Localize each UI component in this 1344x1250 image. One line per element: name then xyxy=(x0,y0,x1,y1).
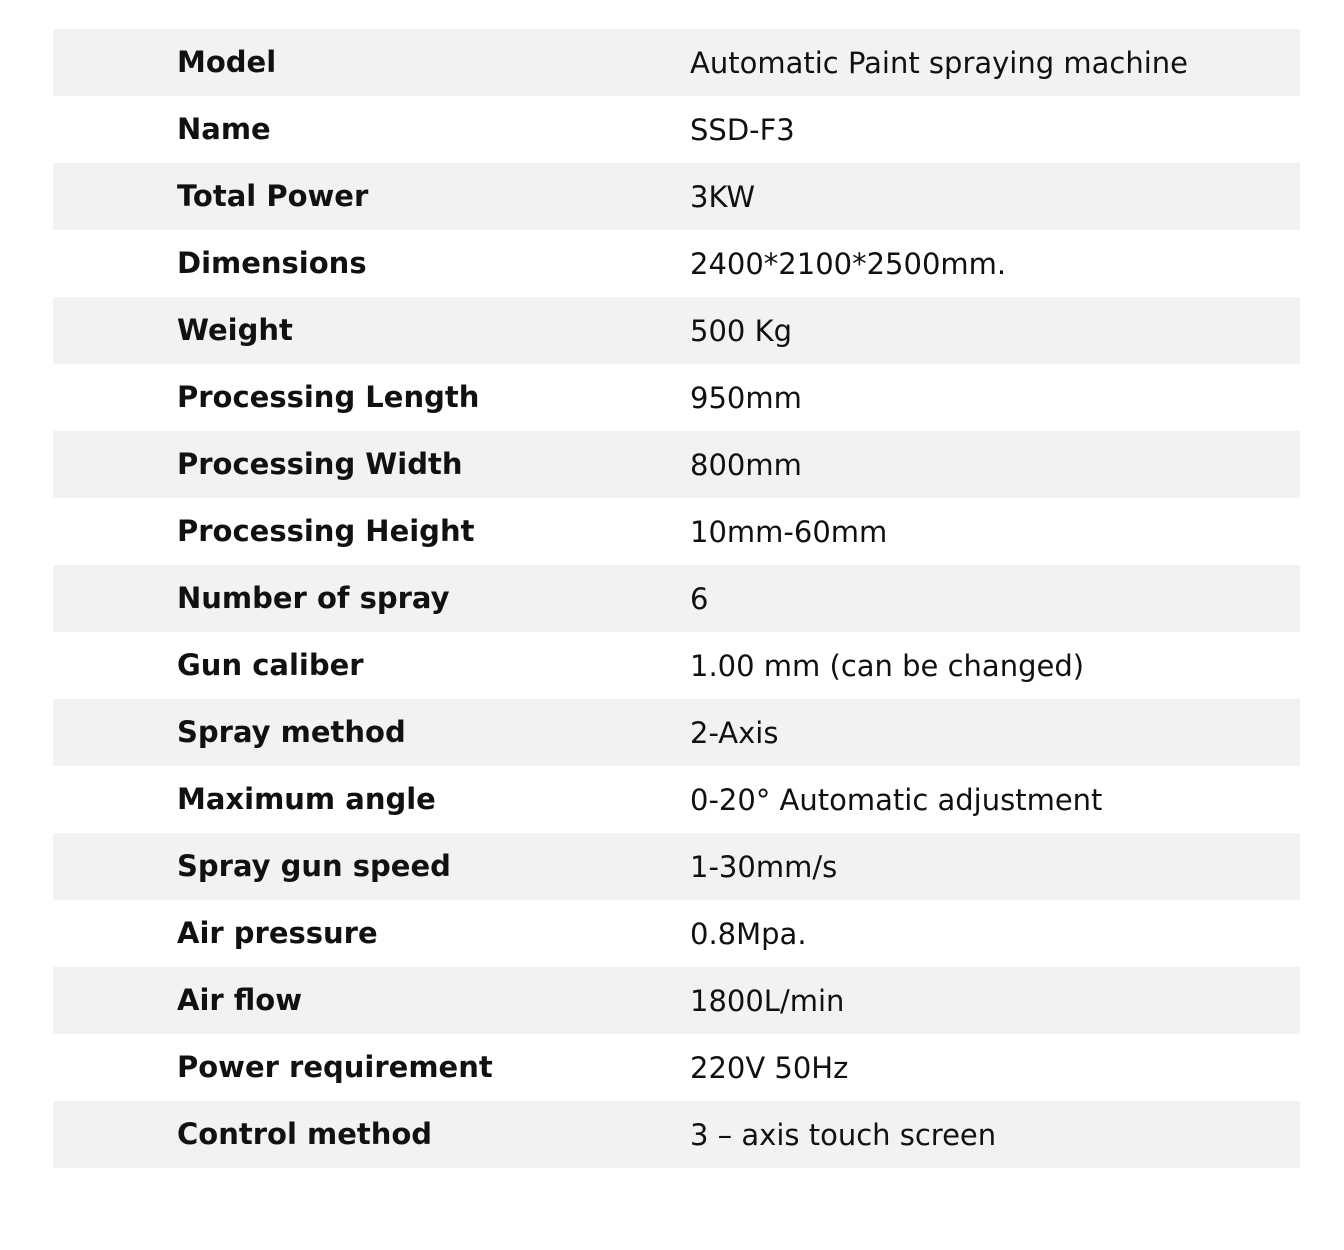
spec-label: Air flow xyxy=(177,983,302,1017)
spec-label: Model xyxy=(177,45,277,79)
table-row xyxy=(53,632,1300,699)
spec-label: Air pressure xyxy=(177,916,378,950)
spec-value: 3 – axis touch screen xyxy=(690,1118,997,1152)
spec-label: Control method xyxy=(177,1117,433,1151)
table-row xyxy=(53,431,1300,498)
spec-label: Total Power xyxy=(177,179,369,213)
spec-value: Automatic Paint spraying machine xyxy=(690,46,1188,80)
spec-value: 10mm-60mm xyxy=(690,515,888,549)
spec-value: 220V 50Hz xyxy=(690,1051,849,1085)
table-row xyxy=(53,833,1300,900)
spec-label: Power requirement xyxy=(177,1050,493,1084)
spec-value: 1800L/min xyxy=(690,984,845,1018)
spec-value: 500 Kg xyxy=(690,314,792,348)
table-row xyxy=(53,29,1300,96)
spec-value: 6 xyxy=(690,582,709,616)
spec-value: 2-Axis xyxy=(690,716,779,750)
table-row xyxy=(53,96,1300,163)
spec-value: SSD-F3 xyxy=(690,113,795,147)
table-row xyxy=(53,1034,1300,1101)
spec-label: Name xyxy=(177,112,271,146)
spec-label: Weight xyxy=(177,313,293,347)
table-row xyxy=(53,967,1300,1034)
spec-value: 800mm xyxy=(690,448,802,482)
spec-value: 1-30mm/s xyxy=(690,850,838,884)
spec-label: Processing Height xyxy=(177,514,475,548)
table-row xyxy=(53,1101,1300,1168)
spec-table xyxy=(53,29,1300,1168)
spec-value: 0-20° Automatic adjustment xyxy=(690,783,1103,817)
spec-value: 2400*2100*2500mm. xyxy=(690,247,1007,281)
table-row xyxy=(53,766,1300,833)
table-row xyxy=(53,900,1300,967)
spec-label: Number of spray xyxy=(177,581,450,615)
table-row xyxy=(53,163,1300,230)
spec-value: 950mm xyxy=(690,381,802,415)
table-row xyxy=(53,565,1300,632)
spec-label: Dimensions xyxy=(177,246,367,280)
table-row xyxy=(53,364,1300,431)
table-row xyxy=(53,297,1300,364)
table-row xyxy=(53,230,1300,297)
spec-value: 0.8Mpa. xyxy=(690,917,807,951)
spec-label: Maximum angle xyxy=(177,782,436,816)
spec-value: 1.00 mm (can be changed) xyxy=(690,649,1085,683)
spec-label: Processing Length xyxy=(177,380,480,414)
spec-label: Processing Width xyxy=(177,447,463,481)
spec-label: Spray gun speed xyxy=(177,849,451,883)
spec-label: Gun caliber xyxy=(177,648,364,682)
spec-label: Spray method xyxy=(177,715,406,749)
table-row xyxy=(53,498,1300,565)
table-row xyxy=(53,699,1300,766)
spec-value: 3KW xyxy=(690,180,756,214)
